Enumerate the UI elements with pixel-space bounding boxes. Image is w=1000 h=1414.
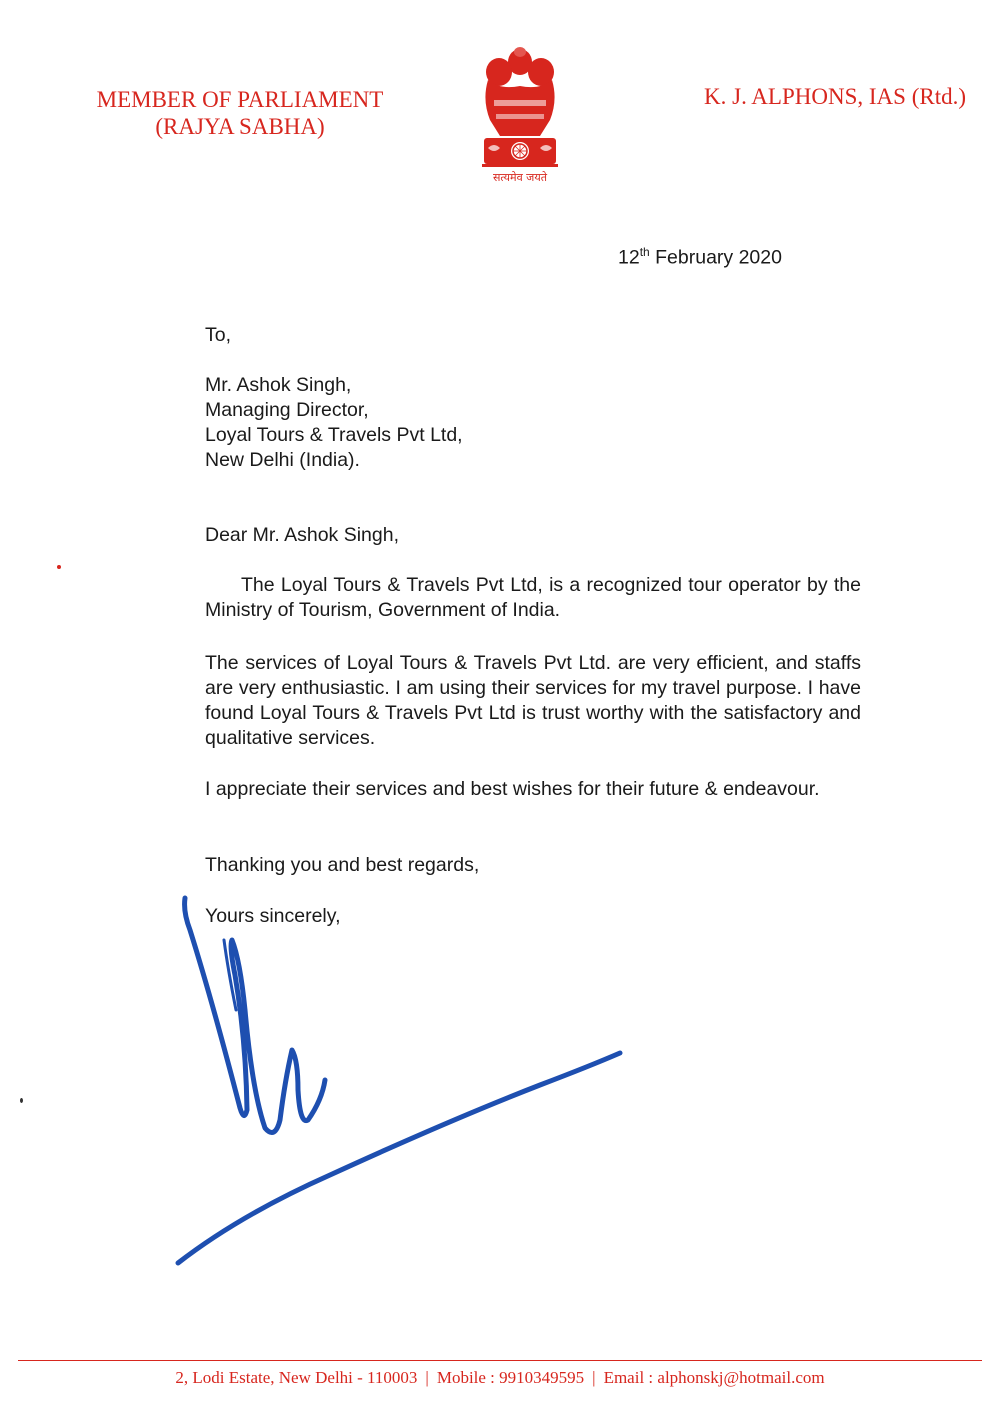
paper-speck	[20, 1098, 23, 1103]
recipient-name: Mr. Ashok Singh,	[205, 374, 352, 396]
body-paragraph-2: The services of Loyal Tours & Travels Pvt Ltd. are very efficient, and staffs are very enthusiastic. I am using their services for my travel purpose. I have found Loyal Tours & Travels Pvt Ltd is trust worthy with the satisfactory and qualitative services.	[205, 652, 861, 749]
date-ordinal-suffix: th	[639, 245, 650, 259]
footer-divider	[18, 1360, 982, 1361]
date-day: 12	[618, 246, 640, 269]
date-month-year: February 2020	[655, 246, 782, 269]
closing-line: Yours sincerely,	[205, 905, 341, 927]
footer-separator: |	[425, 1368, 429, 1387]
recipient-to: To,	[205, 324, 232, 346]
letter-date	[618, 245, 782, 270]
body-paragraph-1: The Loyal Tours & Travels Pvt Ltd, is a recognized tour operator by the Ministry of Tourism, Government of India.	[205, 574, 861, 621]
salutation: Dear Mr. Ashok Singh,	[205, 524, 400, 546]
recipient-address	[205, 373, 861, 473]
paper-speck	[57, 565, 61, 569]
recipient-city: New Delhi (India).	[205, 449, 360, 471]
body-paragraph-3: I appreciate their services and best wishes for their future & endeavour.	[205, 778, 820, 800]
footer-email: Email : alphonskj@hotmail.com	[603, 1368, 825, 1387]
letterhead-footer	[0, 1368, 1000, 1388]
letterhead-member-of-parliament: MEMBER OF PARLIAMENT	[96, 87, 384, 112]
thanks-line: Thanking you and best regards,	[205, 854, 480, 876]
recipient-company: Loyal Tours & Travels Pvt Ltd,	[205, 424, 463, 446]
footer-mobile: Mobile : 9910349595	[436, 1368, 585, 1387]
letterhead-title	[60, 86, 420, 140]
footer-separator: |	[592, 1368, 596, 1387]
letterhead-name: K. J. ALPHONS, IAS (Rtd.)	[704, 84, 966, 109]
emblem-motto: सत्यमेव जयते	[492, 171, 547, 184]
recipient-designation: Managing Director,	[205, 399, 369, 421]
footer-address: 2, Lodi Estate, New Delhi - 110003	[175, 1368, 418, 1387]
letterhead-rajya-sabha: (RAJYA SABHA)	[155, 114, 325, 139]
